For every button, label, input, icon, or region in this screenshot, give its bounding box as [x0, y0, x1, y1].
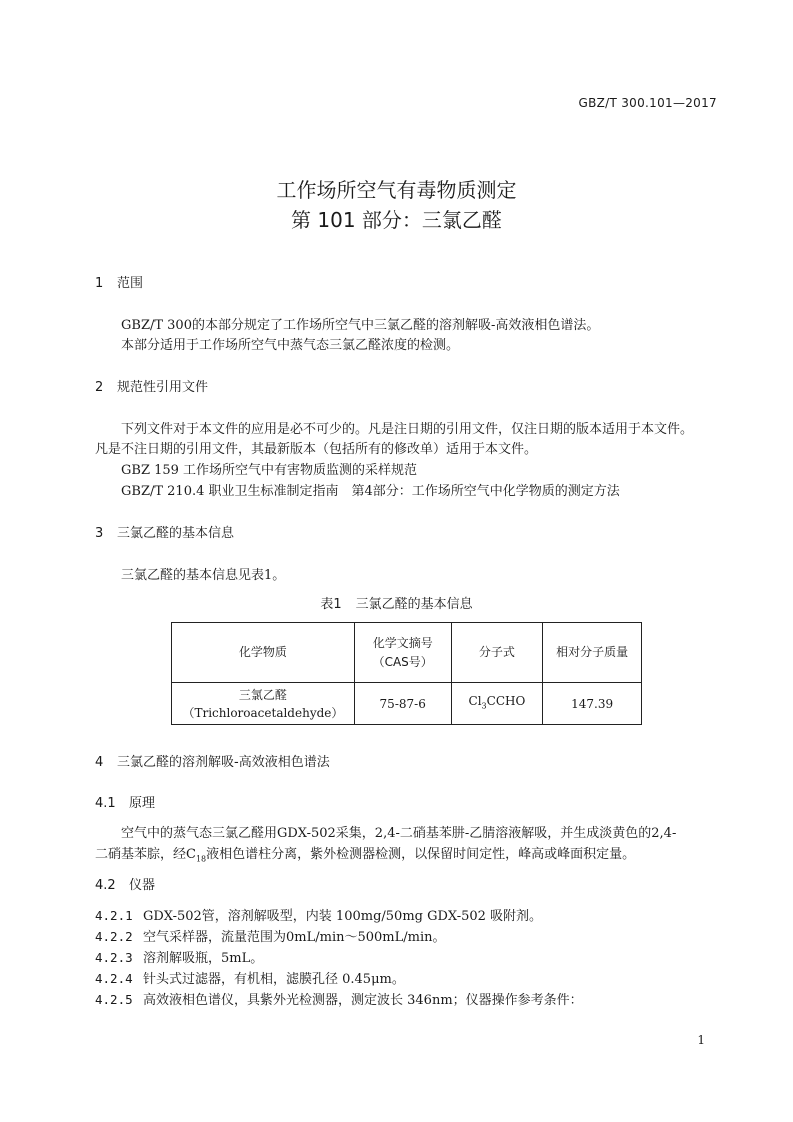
table-caption-title: 三氯乙醛的基本信息: [355, 597, 473, 612]
section-number: 4.2: [95, 878, 116, 893]
table-row: [172, 683, 642, 725]
document-subtitle: 第 101 部分：三氯乙醛: [291, 208, 502, 232]
text-part: 二硝基苯腙，经C: [95, 847, 196, 862]
reference-gbzt-210-4: GBZ/T 210.4 职业卫生标准制定指南 第4部分：工作场所空气中化学物质的测定方法: [121, 484, 620, 499]
item-number: 4.2.3: [95, 950, 133, 965]
list-item: [95, 905, 542, 924]
item-number: 4.2.4: [95, 971, 133, 986]
cell-formula: [451, 683, 543, 725]
item-text: 溶剂解吸瓶，5mL。: [143, 951, 264, 966]
item-text: GDX-502管，溶剂解吸型，内装 100mg/50mg GDX-502 吸附剂。: [143, 909, 543, 924]
section-title: 范围: [117, 276, 144, 291]
standard-code: GBZ/T 300.101—2017: [578, 96, 717, 110]
table-caption-label: 表1: [320, 597, 342, 612]
substance-name-en: （Trichloroacetaldehyde）: [182, 705, 344, 720]
list-item: [95, 968, 405, 987]
section-title: 原理: [129, 796, 156, 811]
cell-mass: 147.39: [543, 683, 642, 725]
section-4-1-paragraph-1-continued: [95, 843, 635, 864]
document-title: 工作场所空气有毒物质测定: [276, 178, 517, 202]
header-substance: 化学物质: [172, 623, 355, 683]
item-number: 4.2.2: [95, 929, 133, 944]
section-3-heading: [95, 522, 234, 541]
substance-name-cn: 三氯乙醛: [238, 687, 287, 702]
section-title: 仪器: [129, 878, 156, 893]
reference-gbz-159: GBZ 159 工作场所空气中有害物质监测的采样规范: [121, 463, 418, 478]
c18-subscript: 18: [195, 854, 207, 864]
formula-part-a: Cl: [468, 693, 482, 708]
item-number: 4.2.1: [95, 908, 133, 923]
section-2-heading: [95, 376, 208, 395]
section-number: 4.1: [95, 796, 116, 811]
basic-info-table: [171, 622, 642, 725]
cell-cas: 75-87-6: [354, 683, 451, 725]
section-2-paragraph-1: 下列文件对于本文件的应用是必不可少的。凡是注日期的引用文件，仅注日期的版本适用于本文件。: [121, 422, 694, 437]
section-3-paragraph-1: 三氯乙醛的基本信息见表1。: [121, 568, 286, 583]
header-mass: 相对分子质量: [543, 623, 642, 683]
cell-substance: [172, 683, 355, 725]
item-number: 4.2.5: [95, 992, 133, 1007]
section-1-heading: [95, 272, 143, 291]
section-4-1-paragraph-1: 空气中的蒸气态三氯乙醛用GDX-502采集，2,4-二硝基苯肼-乙腈溶液解吸，并生成淡黄色的2,4-: [121, 826, 677, 841]
list-item: [95, 989, 583, 1008]
section-number: 1: [95, 276, 104, 291]
section-number: 4: [95, 755, 104, 770]
page-number: 1: [697, 1033, 705, 1047]
header-cas: [354, 623, 451, 683]
item-text: 空气采样器，流量范围为0mL/min～500mL/min。: [143, 930, 446, 945]
list-item: [95, 926, 445, 945]
header-formula: 分子式: [451, 623, 543, 683]
header-cas-line-1: 化学文摘号: [372, 635, 433, 650]
formula-subscript: 3: [481, 701, 487, 711]
table-caption: [0, 593, 793, 612]
section-2-paragraph-1-continued: 凡是不注日期的引用文件，其最新版本（包括所有的修改单）适用于本文件。: [95, 442, 538, 457]
section-4-heading: [95, 751, 330, 770]
section-title: 三氯乙醛的溶剂解吸-高效液相色谱法: [117, 755, 330, 770]
section-title: 规范性引用文件: [117, 380, 209, 395]
section-number: 3: [95, 526, 104, 541]
section-1-paragraph-1: GBZ/T 300的本部分规定了工作场所空气中三氯乙醛的溶剂解吸-高效液相色谱法。: [121, 318, 600, 333]
formula-part-b: CCHO: [486, 693, 526, 708]
text-part: 液相色谱柱分离，紫外检测器检测，以保留时间定性，峰高或峰面积定量。: [206, 847, 636, 862]
section-title: 三氯乙醛的基本信息: [117, 526, 235, 541]
list-item: [95, 947, 263, 966]
section-number: 2: [95, 380, 104, 395]
header-cas-line-2: （CAS号）: [372, 654, 433, 669]
item-text: 高效液相色谱仪，具紫外光检测器，测定波长 346nm；仪器操作参考条件：: [143, 993, 583, 1008]
table-header-row: [172, 623, 642, 683]
section-4-1-heading: [95, 792, 155, 811]
section-1-paragraph-2: 本部分适用于工作场所空气中蒸气态三氯乙醛浓度的检测。: [121, 338, 460, 353]
section-4-2-heading: [95, 874, 155, 893]
item-text: 针头式过滤器，有机相，滤膜孔径 0.45μm。: [143, 972, 405, 987]
